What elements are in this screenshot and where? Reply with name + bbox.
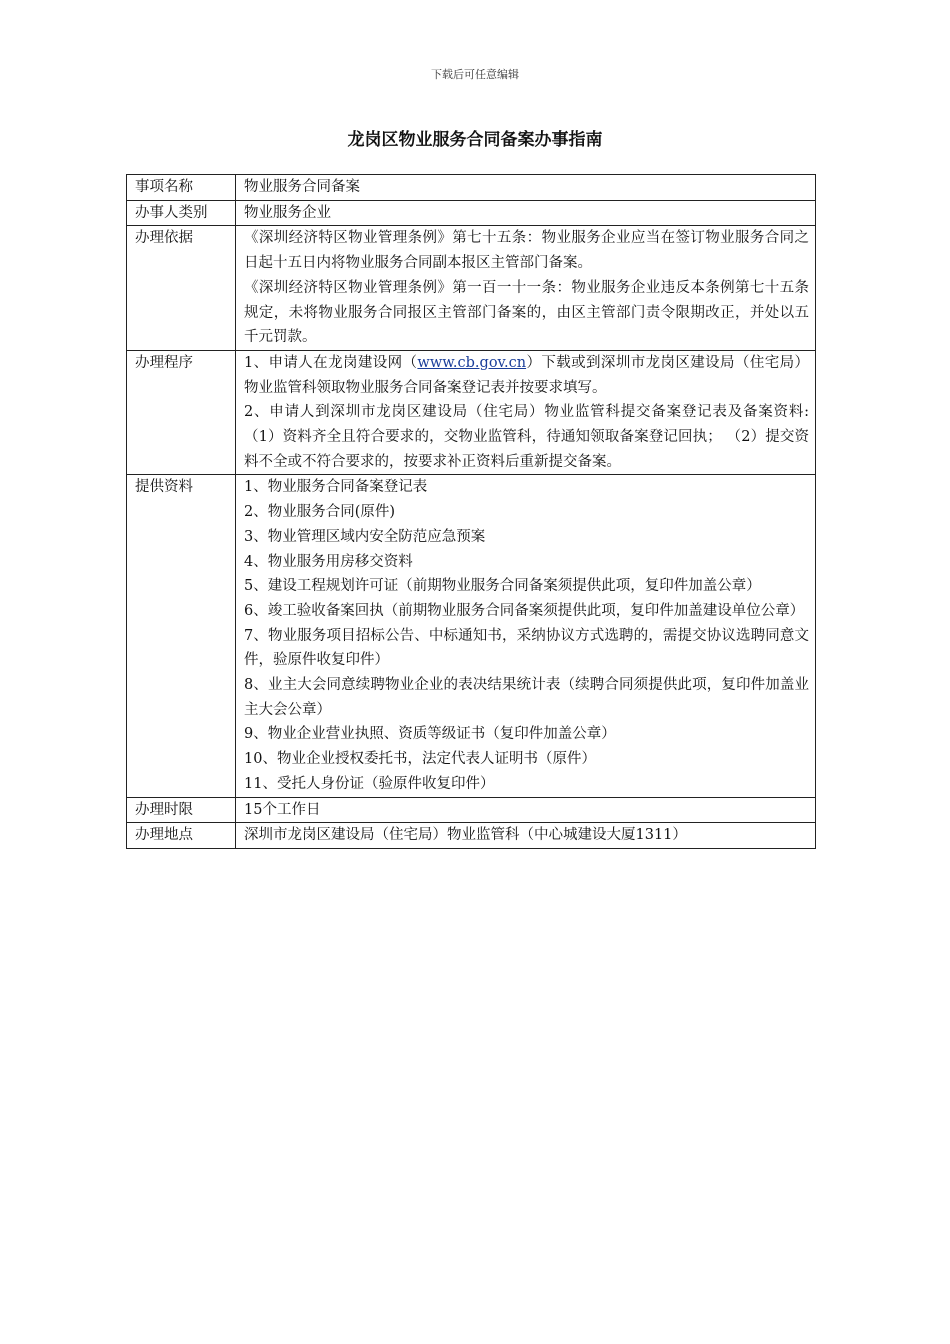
basis-label: 办理依据 xyxy=(127,226,236,351)
procedure-label: 办理程序 xyxy=(127,350,236,475)
applicant-type-label: 办事人类别 xyxy=(127,200,236,226)
website-link[interactable]: www.cb.gov.cn xyxy=(417,354,527,371)
row-applicant-type xyxy=(127,200,816,226)
row-location xyxy=(127,823,816,849)
guide-table xyxy=(126,174,816,849)
location-value: 深圳市龙岗区建设局（住宅局）物业监管科（中心城建设大厦1311） xyxy=(236,823,816,849)
time-limit-label: 办理时限 xyxy=(127,797,236,823)
procedure-step-2: 2、申请人到深圳市龙岗区建设局（住宅局）物业监管科提交备案登记表及备案资料:（1）资料齐全且符合要求的，交物业监管科，待通知领取备案登记回执； （2）提交资料不全或不符合要求的，按要求补正资料后重新提交备案。 xyxy=(244,404,809,470)
basis-paragraph: 《深圳经济特区物业管理条例》第一百一十一条：物业服务企业违反本条例第七十五条规定，未将物业服务合同报区主管部门备案的，由区主管部门责令限期改正，并处以五千元罚款。 xyxy=(244,279,809,346)
item-name-value: 物业服务合同备案 xyxy=(236,175,816,201)
row-basis xyxy=(127,226,816,351)
time-limit-value: 15个工作日 xyxy=(236,797,816,823)
material-item: 10、物业企业授权委托书，法定代表人证明书（原件） xyxy=(244,751,596,768)
material-item: 6、竣工验收备案回执（前期物业服务合同备案须提供此项，复印件加盖建设单位公章） xyxy=(244,602,805,619)
material-item: 5、建设工程规划许可证（前期物业服务合同备案须提供此项，复印件加盖公章） xyxy=(244,578,761,595)
material-item: 4、物业服务用房移交资料 xyxy=(244,553,413,570)
material-item: 7、物业服务项目招标公告、中标通知书，采纳协议方式选聘的，需提交协议选聘同意文件，验原件收复印件） xyxy=(244,627,809,669)
materials-label: 提供资料 xyxy=(127,475,236,797)
procedure-step-1-after: ）下载或到深圳市龙岗区建设局（住宅局）物业监管科领取物业服务合同备案登记表并按要求填写。 xyxy=(244,354,809,396)
document-title: 龙岗区物业服务合同备案办事指南 xyxy=(347,130,603,150)
material-item: 3、物业管理区域内安全防范应急预案 xyxy=(244,528,486,545)
procedure-value xyxy=(236,350,816,475)
header-note: 下载后可任意编辑 xyxy=(431,68,519,81)
basis-value xyxy=(236,226,816,351)
row-procedure xyxy=(127,350,816,475)
item-name-label: 事项名称 xyxy=(127,175,236,201)
material-item: 11、受托人身份证（验原件收复印件） xyxy=(244,775,495,792)
material-item: 8、业主大会同意续聘物业企业的表决结果统计表（续聘合同须提供此项，复印件加盖业主大会公章） xyxy=(244,677,809,718)
basis-paragraph: 《深圳经济特区物业管理条例》第七十五条：物业服务企业应当在签订物业服务合同之日起十五日内将物业服务合同副本报区主管部门备案。 xyxy=(244,230,809,272)
applicant-type-value: 物业服务企业 xyxy=(236,200,816,226)
material-item: 2、物业服务合同(原件) xyxy=(244,504,396,521)
location-label: 办理地点 xyxy=(127,823,236,849)
row-item-name xyxy=(127,175,816,201)
procedure-step-1-before: 1、申请人在龙岗建设网（ xyxy=(244,354,418,371)
procedure-step-1 xyxy=(244,351,809,400)
materials-value xyxy=(236,475,816,797)
row-time-limit xyxy=(127,797,816,823)
material-item: 1、物业服务合同备案登记表 xyxy=(244,479,428,496)
material-item: 9、物业企业营业执照、资质等级证书（复印件加盖公章） xyxy=(244,726,616,743)
row-materials xyxy=(127,475,816,797)
